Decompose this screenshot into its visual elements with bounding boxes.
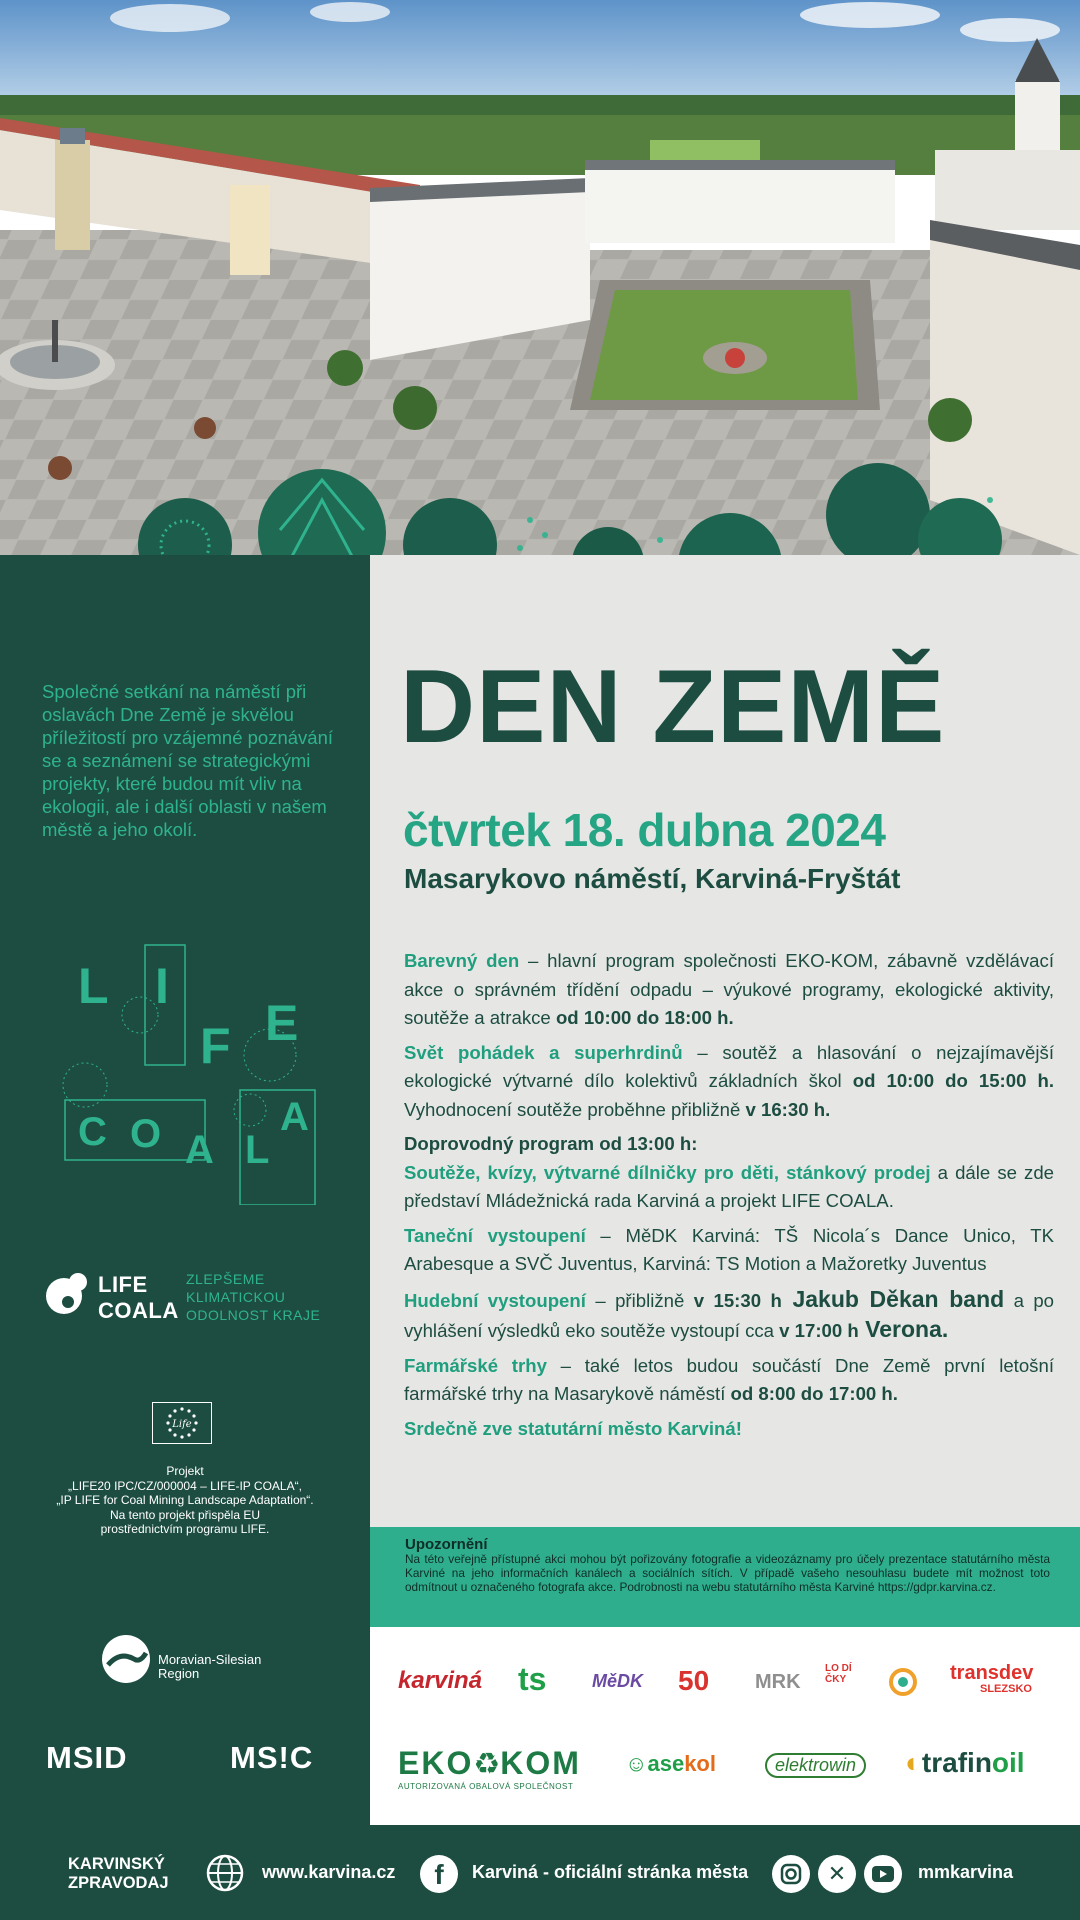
notice-body: Na této veřejně přístupné akci mohou být pořizovány fotografie a videozáznamy pro účely prezentace statutárního města Karviné na jeho informačních kanálech a sociálních sítích. V případě vašeho nesouhlasu budete mít možnost toto odmítnout u označeného fotografa akce. Podrobnosti na webu statutárního města Karviné https://gdpr.karvina.cz. — [405, 1552, 1050, 1594]
program-item-competitions: Soutěže, kvízy, výtvarné dílničky pro děti, stánkový prodej a dále se zde představí Mládežnická rada Karviná a projekt LIFE COALA. — [404, 1161, 1055, 1211]
mrk-logo: MRK — [755, 1671, 801, 1693]
koala-head-icon — [44, 1272, 90, 1318]
youtube-icon[interactable] — [864, 1855, 902, 1893]
moravian-silesian-region-logo — [100, 1633, 300, 1693]
event-title: DEN ZEMĚ — [400, 649, 946, 765]
medk-logo: MěDK — [592, 1671, 644, 1691]
facebook-link[interactable]: Karviná - oficiální stránka města — [472, 1862, 749, 1882]
x-twitter-icon[interactable]: ✕ — [818, 1855, 856, 1893]
colorful-circle-logo-icon — [888, 1667, 918, 1697]
region-name: Moravian-Silesian Region — [158, 1652, 262, 1681]
left-sidebar — [0, 555, 370, 1825]
lodicky-logo: LO DÍ ČKY — [825, 1663, 852, 1685]
event-venue: Masarykovo náměstí, Karviná-Fryštát — [404, 863, 901, 894]
intro-text: Společné setkání na náměstí při oslavách Dne Země je skvělou příležitostí pro vzájemné poznávání se a seznámení se strategickými projekty, které budou mít vliv na ekologii, ale i další oblasti v našem městě a jeho okolí. — [42, 681, 334, 840]
program-item-dance: Taneční vystoupení – MěDK Karviná: TŠ Nicola´s Dance Unico, TK Arabesque a SVČ Juventus, Karviná: TS Motion a Mažoretky Juventus — [404, 1224, 1054, 1274]
trafinoil-logo: ◐trafinoil — [905, 1747, 1025, 1778]
life-coala-logo — [40, 935, 340, 1205]
life-letter-e: E — [265, 995, 299, 1051]
website-link[interactable]: www.karvina.cz — [262, 1862, 396, 1882]
coala-letter-l: L — [245, 1128, 270, 1172]
elektrowin-logo: elektrowin — [765, 1753, 866, 1778]
event-date: čtvrtek 18. dubna 2024 — [403, 804, 886, 856]
coala-letter-a2: A — [280, 1095, 309, 1139]
header-photo — [0, 0, 1080, 555]
life-coala-brand — [44, 1260, 344, 1330]
notice-box — [370, 1527, 1080, 1627]
program-item-colorful-day: Barevný den – hlavní program společnosti EKO-KOM, zábavně vzdělávací akce o správném třídění odpadu – výukové programy, ekologické aktivity, soutěže a atrakce od 10:00 do 18:00 h. — [404, 950, 1054, 1028]
coala-wordmark: LIFE COALA — [98, 1272, 179, 1323]
region-emblem-icon — [100, 1633, 152, 1685]
town-square-photo-icon — [0, 0, 1080, 555]
coala-slogan: ZLEPŠEME KLIMATICKOU ODOLNOST KRAJE — [186, 1271, 321, 1323]
life-letter-i: I — [155, 958, 169, 1014]
trafinoil-swirl-icon: ◐ — [905, 1747, 922, 1778]
instagram-icon[interactable] — [772, 1855, 810, 1893]
program-item-fairy-tales: Svět pohádek a superhrdinů – soutěž a hlasování o nejzajímavější ekologické výtvarné dílo kolektivů základních škol od 10:00 do 15:00 h. Vyhodnocení soutěže proběhne přibližně v 16:30 h. — [404, 1041, 1054, 1120]
coala-letter-c: C — [78, 1110, 107, 1154]
recycle-icon: ♻ — [473, 1748, 501, 1781]
transdev-logo: transdev SLEZSKO — [950, 1662, 1034, 1695]
coala-letter-o: O — [130, 1112, 162, 1156]
msic-logo: MS!C — [230, 1740, 314, 1775]
project-info: Projekt „LIFE20 IPC/CZ/000004 – LIFE-IP COALA“, „IP LIFE for Coal Mining Landscape Adaptation“. Na tento projekt přispěla EU prostřednictvím programu LIFE. — [56, 1464, 314, 1536]
eu-life-label: Life — [172, 1419, 192, 1430]
eu-stars-icon — [153, 1403, 211, 1443]
life-coala-emblem-icon — [40, 935, 340, 1205]
social-handle[interactable]: mmkarvina — [918, 1862, 1014, 1882]
main-content — [370, 555, 1080, 1527]
karvinsky-zpravodaj-brand: KARVINSKÝ ZPRAVODAJ — [68, 1855, 169, 1892]
asekol-smile-icon: ☺ — [625, 1751, 648, 1776]
coala-letter-a: A — [185, 1128, 214, 1172]
closing-invitation: Srdečně zve statutární město Karviná! — [404, 1417, 742, 1439]
footer — [0, 1825, 1080, 1920]
fifty-logo: 50 — [678, 1665, 710, 1696]
program-item-farmers-market: Farmářské trhy – také letos budou součástí Dne Země první letošní farmářské trhy na Masarykově náměstí od 8:00 do 17:00 h. — [404, 1354, 1054, 1404]
program-item-music: Hudební vystoupení – přibližně v 15:30 h Jakub Děkan band a po vyhlášení výsledků eko soutěže vystoupí cca v 17:00 h Verona. — [404, 1285, 1055, 1342]
facebook-icon[interactable]: f — [420, 1855, 458, 1893]
life-letter-l: L — [78, 958, 109, 1014]
program-accompanying-heading: Doprovodný program od 13:00 h: — [404, 1133, 698, 1154]
globe-icon — [205, 1853, 245, 1893]
asekol-logo: ☺asekol — [625, 1751, 716, 1776]
program-list — [404, 947, 1054, 1449]
karvina-logo: karviná — [398, 1667, 483, 1694]
notice-heading: Upozornění — [405, 1536, 488, 1553]
eu-life-flag — [152, 1402, 212, 1444]
ts-logo: ts — [518, 1661, 547, 1697]
life-letter-f: F — [200, 1018, 231, 1074]
ekokom-logo: EKO♻KOM AUTORIZOVANÁ OBALOVÁ SPOLEČNOST — [398, 1745, 581, 1791]
msid-logo: MSID — [46, 1740, 128, 1775]
partner-logos — [370, 1627, 1080, 1825]
